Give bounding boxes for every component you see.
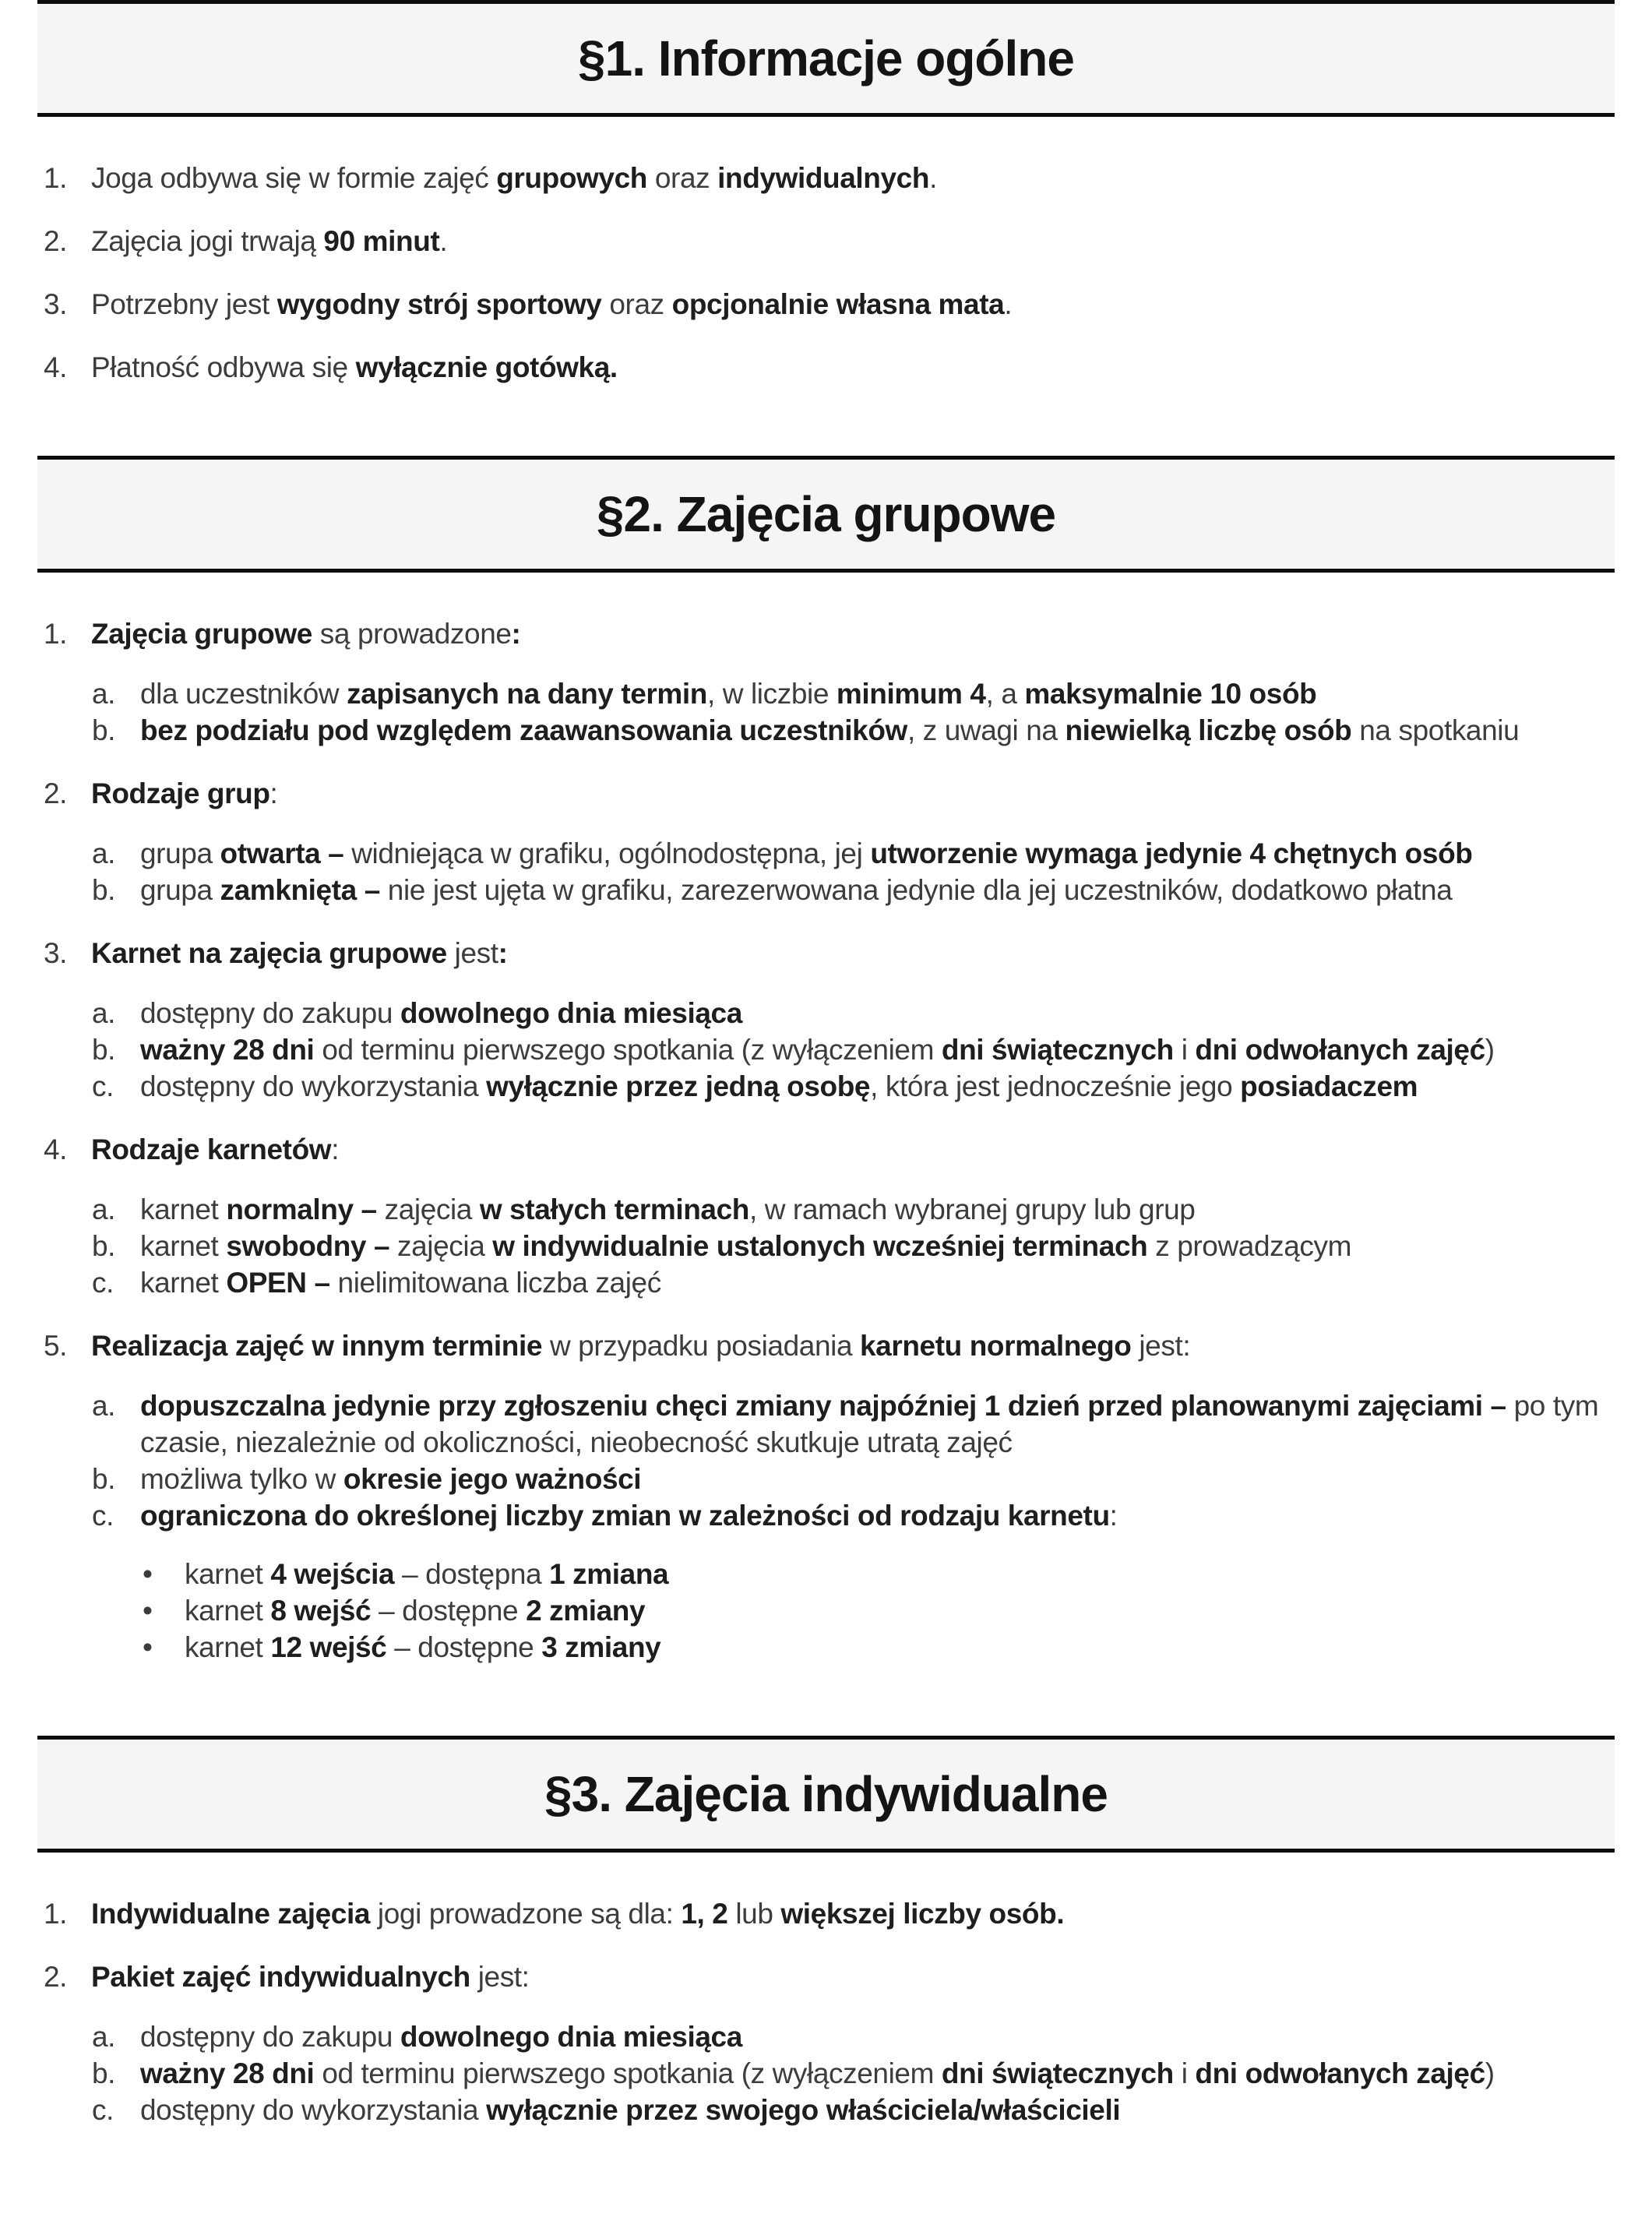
text-run: od terminu pierwszego spotkania (z wyłączeniem — [314, 2057, 942, 2089]
bullet-list — [143, 1556, 1630, 1666]
text-run: lub — [727, 1898, 781, 1930]
item-text — [91, 1895, 1630, 1932]
item-marker: 2. — [44, 777, 68, 809]
letter-sublist — [92, 1191, 1630, 1301]
bold-text-run: dni świątecznych — [941, 2057, 1174, 2089]
list-item — [92, 1228, 1630, 1264]
item-marker: b. — [92, 1230, 116, 1262]
list-item — [92, 712, 1630, 749]
list-item — [44, 775, 1630, 812]
letter-sublist — [92, 2018, 1630, 2128]
bold-text-run: 12 wejść — [270, 1631, 387, 1663]
text-run: zajęcia — [389, 1230, 493, 1262]
text-run: nie jest ujęta w grafiku, zarezerwowana jedynie dla jej uczestników, dodatkowo płatna — [379, 874, 1453, 906]
text-run: Joga odbywa się w formie zajęć — [91, 162, 497, 194]
list-item — [92, 1191, 1630, 1228]
item-marker: 1. — [44, 1898, 68, 1930]
text-run: karnet — [140, 1193, 227, 1225]
section-title: §1. Informacje ogólne — [578, 30, 1074, 86]
bold-text-run: ograniczona do określonej liczby zmian w zależności od rodzaju karnetu — [140, 1500, 1110, 1532]
text-run: oraz — [646, 162, 718, 194]
section-header-banner — [37, 456, 1615, 573]
list-item — [92, 2092, 1630, 2128]
item-marker: 4. — [44, 351, 68, 383]
bold-text-run: : — [498, 937, 508, 969]
item-marker: a. — [92, 1390, 116, 1422]
text-run: możliwa tylko w — [140, 1463, 343, 1495]
item-text — [140, 712, 1630, 749]
item-marker: b. — [92, 714, 116, 746]
bold-text-run: okresie jego ważności — [343, 1463, 642, 1495]
text-run: jest: — [1131, 1330, 1191, 1362]
text-run: – dostępne — [386, 1631, 542, 1663]
bold-text-run: dni odwołanych zajęć — [1195, 1034, 1485, 1066]
text-run: i — [1173, 2057, 1196, 2089]
text-run: karnet — [185, 1595, 271, 1627]
bold-text-run: Rodzaje karnetów — [91, 1133, 332, 1165]
text-run: Zajęcia jogi trwają — [91, 225, 324, 257]
item-marker: 1. — [44, 618, 68, 650]
list-item — [92, 2018, 1630, 2055]
list-item — [92, 1031, 1630, 1068]
item-text — [185, 1629, 1630, 1666]
section-title: §2. Zajęcia grupowe — [596, 486, 1056, 542]
item-marker: b. — [92, 1463, 116, 1495]
bold-text-run: dni świątecznych — [941, 1034, 1174, 1066]
text-run: , z uwagi na — [907, 714, 1066, 746]
text-run: dostępny do wykorzystania — [140, 1070, 487, 1102]
list-item — [44, 223, 1630, 259]
item-text — [140, 1497, 1630, 1534]
list-item — [44, 935, 1630, 971]
bold-text-run: 90 minut — [323, 225, 440, 257]
bold-text-run: utworzenie wymaga jedynie 4 chętnych osób — [870, 837, 1473, 869]
item-marker: 3. — [44, 288, 68, 320]
text-run: jest: — [470, 1961, 530, 1993]
text-run: z prowadzącym — [1147, 1230, 1352, 1262]
bold-text-run: Pakiet zajęć indywidualnych — [91, 1961, 470, 1993]
item-marker: a. — [92, 837, 116, 869]
text-run: i — [1173, 1034, 1196, 1066]
item-marker: b. — [92, 874, 116, 906]
bold-text-run: 1, 2 — [681, 1898, 728, 1930]
item-marker: 5. — [44, 1330, 68, 1362]
letter-sublist — [92, 835, 1630, 908]
bold-text-run: w stałych terminach — [479, 1193, 749, 1225]
bold-text-run: minimum 4 — [836, 678, 986, 710]
text-run: , która jest jednocześnie jego — [870, 1070, 1241, 1102]
item-text — [140, 2055, 1630, 2092]
text-run: Płatność odbywa się — [91, 351, 356, 383]
item-text — [91, 349, 1630, 386]
text-run: karnet — [140, 1267, 227, 1299]
bullet-marker: • — [143, 1595, 153, 1627]
list-item — [92, 675, 1630, 712]
bold-text-run: swobodny – — [226, 1230, 390, 1262]
item-marker: 4. — [44, 1133, 68, 1165]
bold-text-run: karnetu normalnego — [860, 1330, 1132, 1362]
list-item — [44, 1895, 1630, 1932]
text-run: Potrzebny jest — [91, 288, 277, 320]
item-marker: b. — [92, 2057, 116, 2089]
text-run: – dostępna — [394, 1558, 550, 1590]
bullet-marker: • — [143, 1558, 153, 1590]
text-run: ) — [1485, 2057, 1495, 2089]
bold-text-run: opcjonalnie własna mata — [671, 288, 1005, 320]
item-text — [91, 1327, 1630, 1364]
text-run: dla uczestników — [140, 678, 347, 710]
item-marker: c. — [92, 2094, 114, 2126]
list-item — [44, 1131, 1630, 1168]
text-run: : — [331, 1133, 340, 1165]
section-content — [0, 615, 1652, 1666]
text-run: karnet — [185, 1558, 271, 1590]
bold-text-run: wyłącznie przez jedną osobę — [486, 1070, 871, 1102]
bold-text-run: w indywidualnie ustalonych wcześniej terminach — [492, 1230, 1148, 1262]
bold-text-run: 3 zmiany — [541, 1631, 661, 1663]
bold-text-run: OPEN – — [226, 1267, 330, 1299]
item-text — [140, 1461, 1630, 1497]
item-text — [91, 1958, 1630, 1995]
item-marker: a. — [92, 997, 116, 1029]
item-text — [91, 160, 1630, 196]
text-run: dostępny do zakupu — [140, 2021, 400, 2053]
bold-text-run: dopuszczalna jedynie przy zgłoszeniu chęci zmiany najpóźniej 1 dzień przed planowanymi zajęciami – — [140, 1390, 1506, 1422]
text-run: od terminu pierwszego spotkania (z wyłączeniem — [314, 1034, 942, 1066]
item-text — [91, 935, 1630, 971]
document-section — [0, 456, 1652, 1666]
item-marker: a. — [92, 678, 116, 710]
letter-sublist — [92, 1387, 1630, 1666]
item-text — [140, 872, 1630, 908]
text-run: nielimitowana liczba zajęć — [329, 1267, 661, 1299]
bullet-marker: • — [143, 1631, 153, 1663]
item-text — [140, 2092, 1630, 2128]
text-run: grupa — [140, 837, 220, 869]
list-item — [92, 1068, 1630, 1105]
item-marker: c. — [92, 1070, 114, 1102]
bold-text-run: bez podziału pod względem zaawansowania uczestników — [140, 714, 907, 746]
item-text — [91, 615, 1630, 652]
section-content — [0, 160, 1652, 386]
bold-text-run: dowolnego dnia miesiąca — [400, 2021, 742, 2053]
item-text — [140, 1387, 1630, 1461]
item-text — [185, 1592, 1630, 1629]
bold-text-run: zapisanych na dany termin — [347, 678, 708, 710]
item-text — [140, 675, 1630, 712]
bold-text-run: : — [511, 618, 521, 650]
text-run: : — [1109, 1500, 1118, 1532]
item-text — [140, 1228, 1630, 1264]
list-item — [92, 1387, 1630, 1461]
item-text — [140, 1068, 1630, 1105]
bold-text-run: zamknięta – — [220, 874, 380, 906]
text-run: dostępny do zakupu — [140, 997, 400, 1029]
list-item — [44, 615, 1630, 652]
item-marker: 1. — [44, 162, 68, 194]
item-text — [91, 1131, 1630, 1168]
item-text — [140, 1031, 1630, 1068]
bold-text-run: wygodny strój sportowy — [277, 288, 602, 320]
text-run: w przypadku posiadania — [542, 1330, 860, 1362]
item-text — [140, 995, 1630, 1031]
section-header-banner — [37, 0, 1615, 117]
numbered-list — [44, 615, 1630, 1666]
bold-text-run: ważny 28 dni — [140, 1034, 315, 1066]
text-run: są prowadzone — [312, 618, 512, 650]
item-marker: 3. — [44, 937, 68, 969]
item-text — [91, 223, 1630, 259]
list-item — [44, 1327, 1630, 1364]
document-section — [0, 0, 1652, 386]
bold-text-run: ważny 28 dni — [140, 2057, 315, 2089]
text-run: zajęcia — [376, 1193, 480, 1225]
item-marker: b. — [92, 1034, 116, 1066]
text-run: . — [929, 162, 937, 194]
letter-sublist — [92, 995, 1630, 1105]
item-text — [91, 286, 1630, 323]
text-run: , w liczbie — [707, 678, 837, 710]
item-text — [140, 2018, 1630, 2055]
text-run: : — [269, 777, 278, 809]
text-run: , a — [985, 678, 1025, 710]
numbered-list — [44, 1895, 1630, 2128]
text-run: oraz — [601, 288, 672, 320]
list-item — [143, 1629, 1630, 1666]
list-item — [44, 160, 1630, 196]
bold-text-run: dowolnego dnia miesiąca — [400, 997, 742, 1029]
text-run: widniejąca w grafiku, ogólnodostępna, jej — [343, 837, 871, 869]
text-run: dostępny do wykorzystania — [140, 2094, 487, 2126]
text-run: jogi prowadzone są dla: — [370, 1898, 682, 1930]
bold-text-run: Rodzaje grup — [91, 777, 270, 809]
list-item — [92, 1264, 1630, 1301]
list-item — [92, 1497, 1630, 1534]
list-item — [92, 2055, 1630, 2092]
item-text — [140, 1191, 1630, 1228]
item-marker: 2. — [44, 1961, 68, 1993]
list-item — [143, 1556, 1630, 1592]
text-run: jest — [446, 937, 498, 969]
text-run: karnet — [140, 1230, 227, 1262]
item-text — [91, 775, 1630, 812]
list-item — [92, 835, 1630, 872]
item-marker: c. — [92, 1500, 114, 1532]
bold-text-run: normalny – — [226, 1193, 377, 1225]
bold-text-run: 2 zmiany — [526, 1595, 646, 1627]
bold-text-run: Zajęcia grupowe — [91, 618, 312, 650]
section-content — [0, 1895, 1652, 2128]
bold-text-run: posiadaczem — [1240, 1070, 1418, 1102]
letter-sublist — [92, 675, 1630, 749]
text-run: ) — [1485, 1034, 1495, 1066]
item-marker: a. — [92, 1193, 116, 1225]
bold-text-run: grupowych — [496, 162, 647, 194]
item-text — [140, 835, 1630, 872]
item-marker: c. — [92, 1267, 114, 1299]
bold-text-run: Karnet na zajęcia grupowe — [91, 937, 447, 969]
text-run: po tym czasie, niezależnie od okoliczności, nieobecność skutkuje utratą zajęć — [140, 1390, 1599, 1458]
bold-text-run: indywidualnych — [717, 162, 930, 194]
bold-text-run: Realizacja zajęć w innym terminie — [91, 1330, 543, 1362]
list-item — [92, 1461, 1630, 1497]
bold-text-run: wyłącznie gotówką. — [355, 351, 618, 383]
item-text — [140, 1264, 1630, 1301]
list-item — [92, 995, 1630, 1031]
bold-text-run: 1 zmiana — [549, 1558, 669, 1590]
section-title: §3. Zajęcia indywidualne — [544, 1766, 1108, 1822]
text-run: – dostępne — [371, 1595, 527, 1627]
document-section — [0, 1736, 1652, 2128]
section-header-banner — [37, 1736, 1615, 1853]
item-marker: a. — [92, 2021, 116, 2053]
text-run: grupa — [140, 874, 220, 906]
bold-text-run: otwarta – — [220, 837, 344, 869]
bold-text-run: 8 wejść — [270, 1595, 372, 1627]
list-item — [44, 349, 1630, 386]
list-item — [44, 1958, 1630, 1995]
list-item — [92, 872, 1630, 908]
bold-text-run: wyłącznie przez swojego właściciela/właścicieli — [486, 2094, 1121, 2126]
bold-text-run: dni odwołanych zajęć — [1195, 2057, 1485, 2089]
list-item — [44, 286, 1630, 323]
bold-text-run: 4 wejścia — [270, 1558, 395, 1590]
bold-text-run: większej liczby osób. — [780, 1898, 1065, 1930]
item-text — [185, 1556, 1630, 1592]
bold-text-run: maksymalnie 10 osób — [1024, 678, 1317, 710]
bold-text-run: niewielką liczbę osób — [1065, 714, 1352, 746]
text-run: . — [439, 225, 448, 257]
text-run: , w ramach wybranej grupy lub grup — [749, 1193, 1196, 1225]
list-item — [143, 1592, 1630, 1629]
item-marker: 2. — [44, 225, 68, 257]
numbered-list — [44, 160, 1630, 386]
bold-text-run: Indywidualne zajęcia — [91, 1898, 371, 1930]
text-run: karnet — [185, 1631, 271, 1663]
text-run: na spotkaniu — [1351, 714, 1520, 746]
text-run: . — [1004, 288, 1013, 320]
